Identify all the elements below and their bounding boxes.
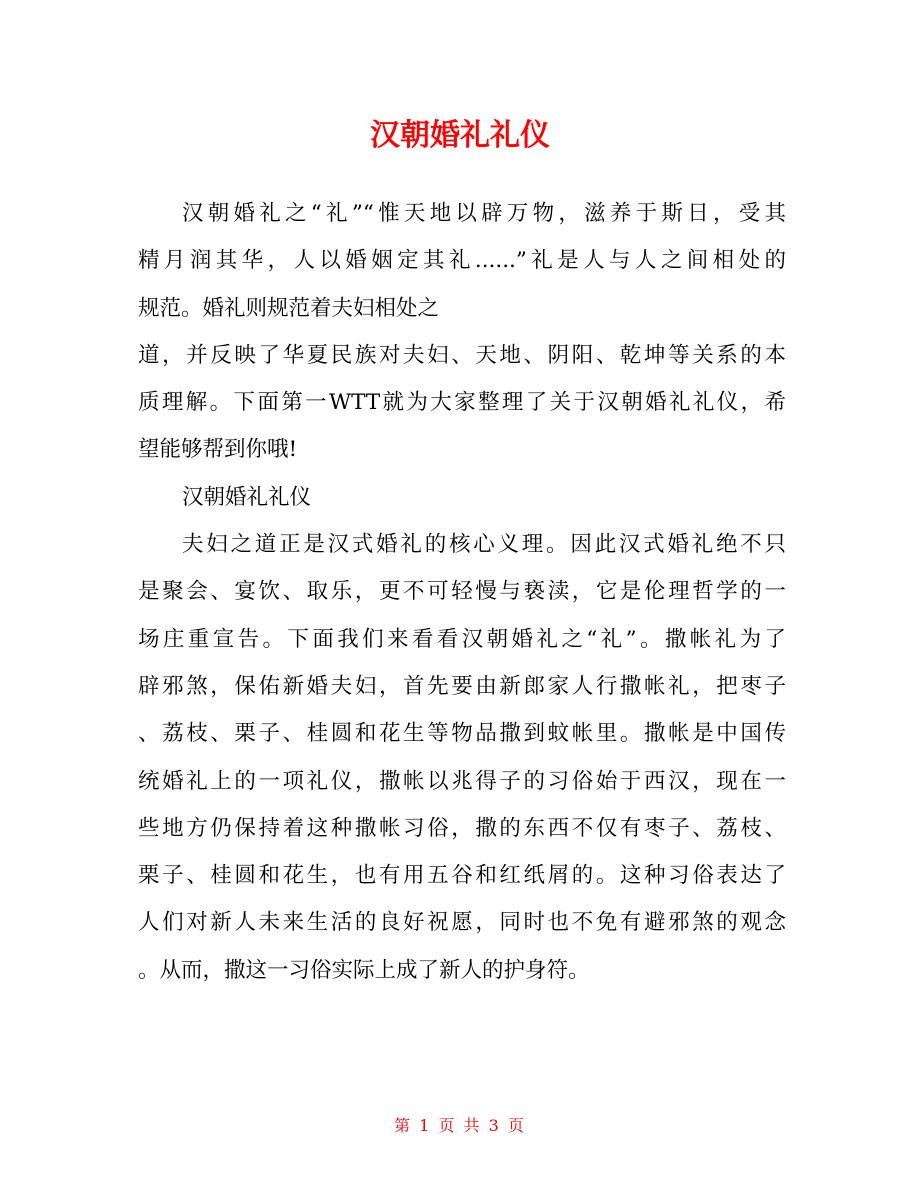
text-line: 统婚礼上的一项礼仪，撒帐以兆得子的习俗始于西汉，现在一 bbox=[138, 768, 786, 794]
text-line: 场庄重宣告。下面我们来看看汉朝婚礼之“礼”。撒帐礼为了 bbox=[138, 626, 786, 652]
text-line: 规范。婚礼则规范着夫妇相处之 bbox=[138, 295, 440, 321]
text-line: 望能够帮到你哦! bbox=[138, 437, 298, 463]
text-line: 栗子、桂圆和花生，也有用五谷和红纸屑的。这种习俗表达了 bbox=[138, 863, 786, 889]
page-footer: 第 1 页 共 3 页 bbox=[394, 1116, 526, 1135]
text-line: 汉朝婚礼之“礼”“惟天地以辟万物，滋养于斯日，受其 bbox=[182, 201, 786, 226]
text-line: 些地方仍保持着这种撒帐习俗，撒的东西不仅有枣子、荔枝、 bbox=[138, 815, 786, 841]
text-line: 。从而，撒这一习俗实际上成了新人的护身符。 bbox=[138, 957, 590, 983]
text-line: 是聚会、宴饮、取乐，更不可轻慢与亵渎，它是伦理哲学的一 bbox=[138, 579, 786, 605]
text-line: 人们对新人未来生活的良好祝愿，同时也不免有避邪煞的观念 bbox=[138, 910, 786, 936]
text-line: 夫妇之道正是汉式婚礼的核心义理。因此汉式婚礼绝不只 bbox=[182, 532, 786, 558]
text-line: 质理解。下面第一WTT就为大家整理了关于汉朝婚礼礼仪，希 bbox=[138, 390, 786, 416]
document-title: 汉朝婚礼礼仪 bbox=[370, 118, 550, 153]
text-line: 精月润其华，人以婚姻定其礼......”礼是人与人之间相处的 bbox=[138, 248, 786, 274]
text-line: 、荔枝、栗子、桂圆和花生等物品撒到蚊帐里。撒帐是中国传 bbox=[138, 721, 786, 747]
document-body bbox=[138, 190, 786, 994]
section-heading: 汉朝婚礼礼仪 bbox=[182, 484, 312, 510]
text-line: 道，并反映了华夏民族对夫妇、天地、阴阳、乾坤等关系的本 bbox=[138, 342, 786, 368]
text-line: 辟邪煞，保佑新婚夫妇，首先要由新郎家人行撒帐礼，把枣子 bbox=[138, 673, 786, 699]
